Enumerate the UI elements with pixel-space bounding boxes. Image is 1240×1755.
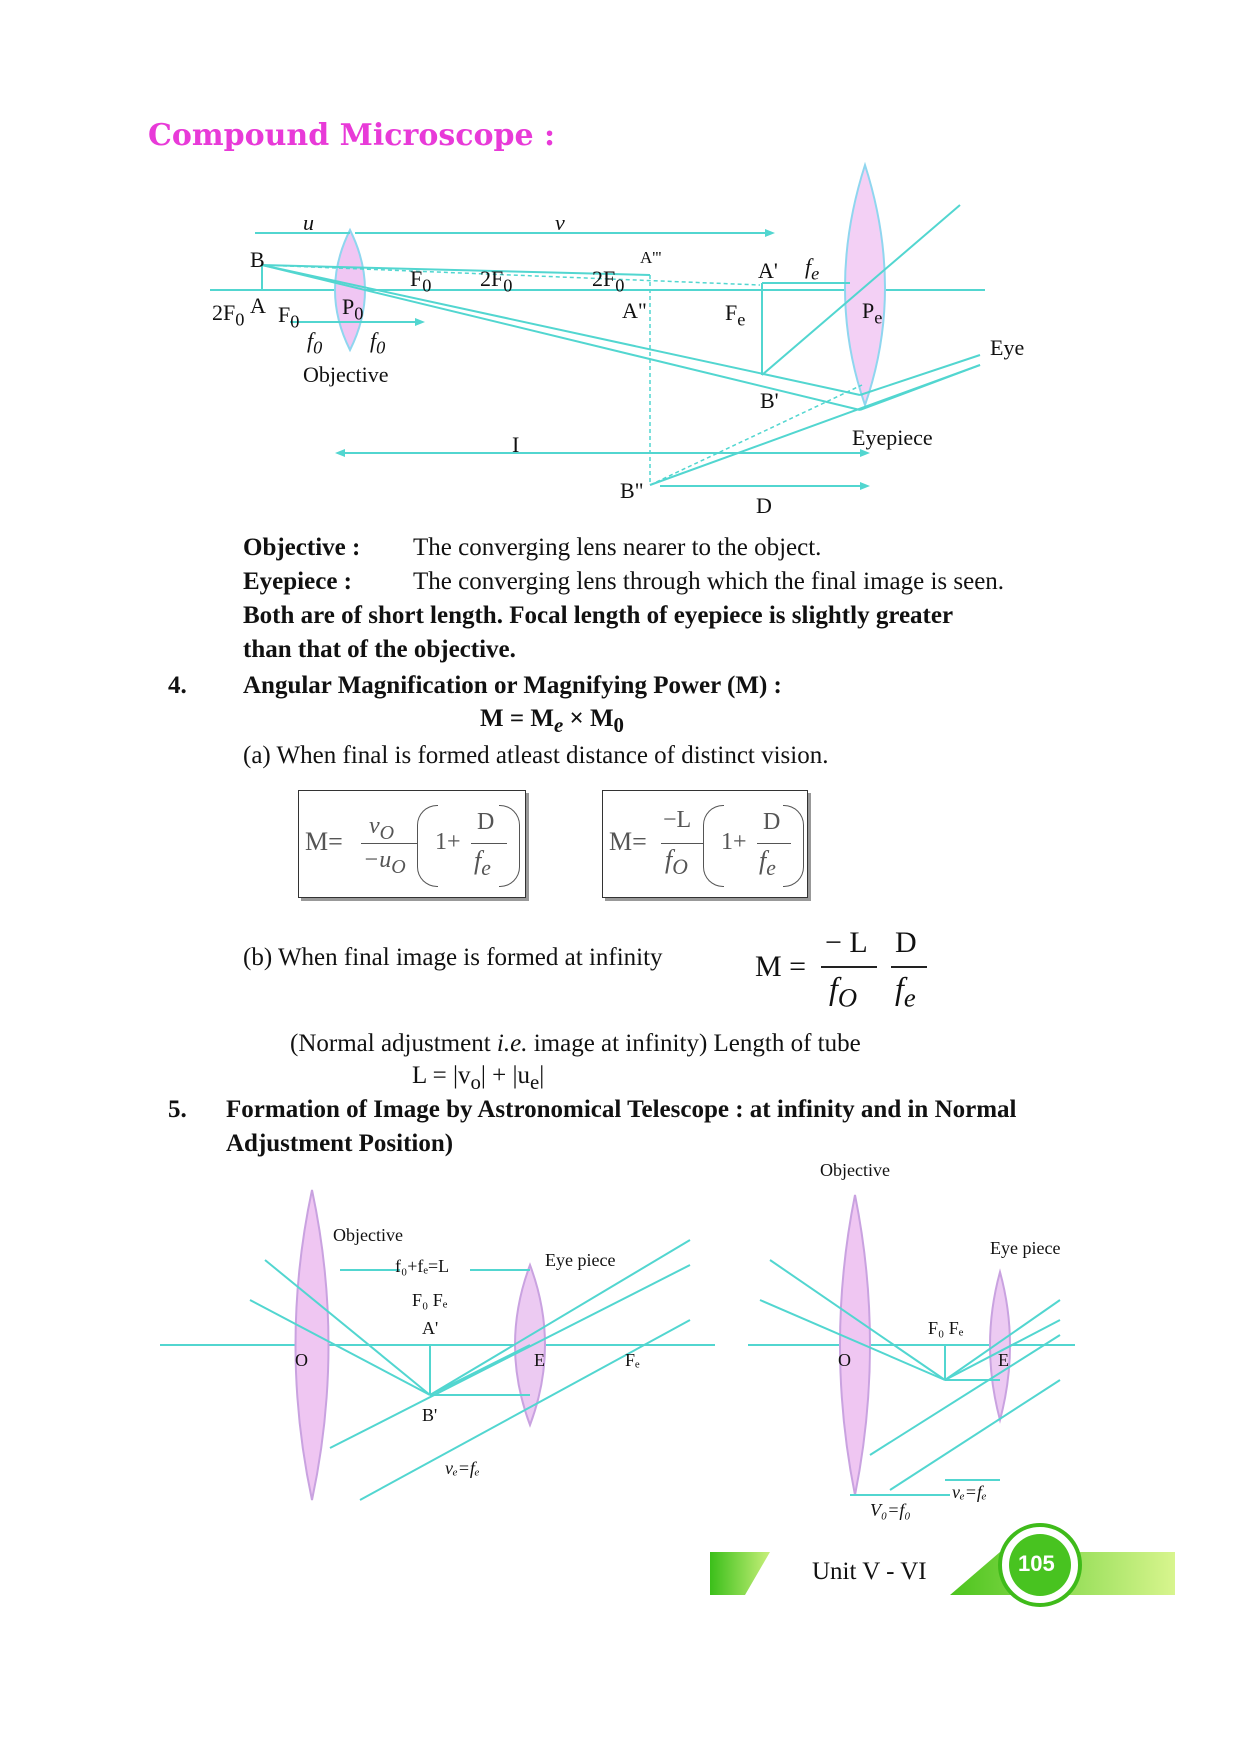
- right-label-o: O: [838, 1350, 851, 1370]
- right-label-v0-f0: V₀=f₀: [870, 1500, 911, 1520]
- left-label-objective: Objective: [333, 1225, 403, 1245]
- label-b-prime: B': [760, 388, 779, 413]
- right-label-e: E: [998, 1350, 1009, 1370]
- label-fe-top: $f_e$: [805, 254, 820, 284]
- label-2f0-right: $2F_0$: [592, 266, 625, 296]
- left-label-f0fe: F₀ Fₑ: [412, 1290, 448, 1310]
- formula-b-den: $f_O$: [829, 970, 858, 1013]
- label-i: I: [512, 432, 520, 457]
- label-fe: $F_e$: [725, 300, 746, 330]
- label-v: v: [555, 210, 565, 235]
- label-f0-left: $F_0$: [278, 302, 300, 332]
- label-d: D: [756, 493, 772, 518]
- label-objective: Objective: [303, 362, 389, 387]
- left-label-relation: f₀+fₑ=L: [395, 1256, 450, 1276]
- box1-num: $v_O$: [369, 813, 395, 844]
- right-label-ve-fe: vₑ=fₑ: [952, 1482, 987, 1502]
- right-label-eyepiece: Eye piece: [990, 1238, 1061, 1258]
- left-label-e: E: [534, 1350, 545, 1370]
- formula-b-fe: $f_e$: [895, 970, 916, 1013]
- label-f0-b: $f_0$: [370, 328, 386, 358]
- normal-adjustment-text: (Normal adjustment i.e. image at infinity) Length of tube: [290, 1030, 861, 1057]
- page-number: 105: [1018, 1551, 1055, 1576]
- page-title: Compound Microscope :: [148, 118, 556, 153]
- item5-number: 5.: [168, 1096, 187, 1123]
- label-p0: $P_0$: [342, 294, 364, 324]
- box2-den: $f_O$: [665, 845, 688, 880]
- label-eye: Eye: [990, 335, 1025, 360]
- label-2f0-mid: $2F_0$: [480, 266, 513, 296]
- def-objective: Objective :: [243, 534, 361, 561]
- formula-b: M = − L $f_O$ D $f_e$: [755, 938, 935, 1018]
- item5-title-line-2: Adjustment Position): [226, 1130, 454, 1157]
- formula-main: $M = M_e \times M_0$: [480, 705, 624, 737]
- footer-left-tab: [710, 1552, 770, 1595]
- left-label-fe: Fₑ: [625, 1350, 640, 1370]
- formula-box-1: M= $v_O$ $-u_O$ 1+ D $f_e$: [298, 790, 526, 898]
- def-objective-desc: The converging lens nearer to the object.: [413, 534, 822, 561]
- box1-f: $f_e$: [474, 846, 491, 881]
- label-a-tprime: A''': [640, 248, 662, 267]
- note-line-2: than that of the objective.: [243, 636, 516, 663]
- left-label-eyepiece: Eye piece: [545, 1250, 616, 1270]
- item4-title: Angular Magnification or Magnifying Power (M) :: [243, 672, 782, 699]
- label-f0-right: $F_0$: [410, 266, 432, 296]
- label-eyepiece: Eyepiece: [852, 425, 933, 450]
- label-a: A: [250, 293, 266, 318]
- def-eyepiece: Eyepiece :: [243, 568, 352, 595]
- note-line-1: Both are of short length. Focal length of eyepiece is slightly greater: [243, 602, 954, 629]
- label-f0-a: $f_0$: [307, 328, 323, 358]
- box2-f: $f_e$: [759, 846, 776, 881]
- box1-den: $-u_O$: [363, 847, 406, 878]
- label-b: B: [250, 247, 265, 272]
- item5-title-line-1: Formation of Image by Astronomical Telescope : at infinity and in Normal: [226, 1096, 1017, 1123]
- footer-unit: Unit V - VI: [812, 1558, 927, 1585]
- label-a-dprime: A": [622, 298, 647, 323]
- item4-a-text: (a) When final is formed atleast distance of distinct vision.: [243, 742, 829, 769]
- tube-length-formula: $L = |v_o| + |u_e|$: [412, 1062, 545, 1094]
- left-label-a-prime: A': [422, 1318, 439, 1338]
- label-u: u: [303, 210, 314, 235]
- label-b-dprime: B": [620, 478, 644, 503]
- right-label-objective: Objective: [820, 1160, 890, 1180]
- right-label-f0fe: F₀ Fₑ: [928, 1318, 964, 1338]
- def-eyepiece-desc: The converging lens through which the final image is seen.: [413, 568, 1005, 595]
- item4-b-text: (b) When final image is formed at infinity: [243, 944, 663, 971]
- label-a-prime: A': [758, 258, 778, 283]
- left-label-o: O: [295, 1350, 308, 1370]
- item4-number: 4.: [168, 672, 187, 699]
- left-label-ve-fe: vₑ=fₑ: [445, 1458, 480, 1478]
- formula-box-2: M= −L $f_O$ 1+ D $f_e$: [602, 790, 808, 898]
- label-pe: $P_e$: [862, 298, 883, 328]
- left-label-b-prime: B': [422, 1405, 438, 1425]
- label-2f0-left: $2F_0$: [212, 300, 245, 330]
